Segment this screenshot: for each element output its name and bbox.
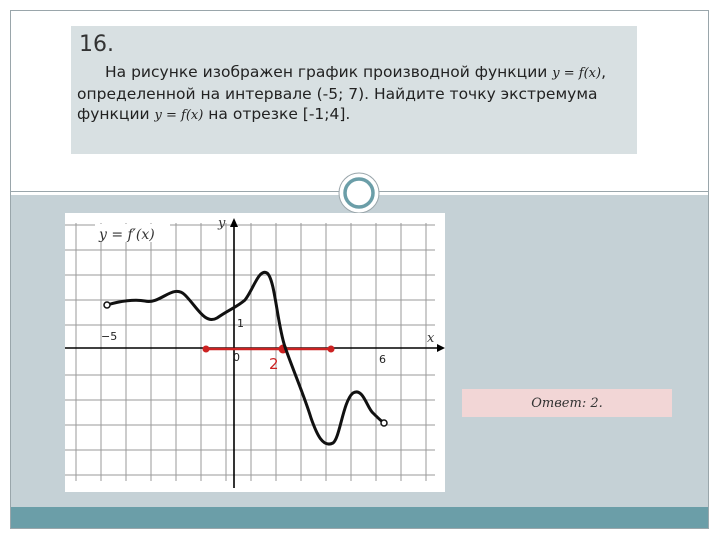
function-notation: y = f(x): [552, 66, 602, 81]
derivative-graph: [65, 213, 445, 492]
problem-panel: [71, 26, 637, 154]
curve-start-open-point: [104, 302, 110, 308]
circle-ornament-icon: [338, 172, 380, 214]
problem-text: [77, 62, 627, 126]
tick-label-6: 6: [379, 353, 386, 366]
tick-label-1: 1: [237, 317, 244, 330]
comma: ,: [601, 63, 607, 81]
curve-end-open-point: [381, 420, 387, 426]
segment-start-point: [203, 346, 210, 353]
graph-svg: [65, 213, 445, 492]
function-label: y = f′(x): [99, 227, 155, 243]
function-notation-2: y = f(x): [154, 108, 204, 123]
derivative-curve: [107, 272, 384, 444]
footer-bar: [11, 507, 708, 528]
answer-box: Ответ: 2.: [462, 389, 672, 417]
x-axis-arrow-icon: [437, 344, 445, 352]
problem-line3b: на отрезке [-1;4].: [203, 105, 351, 123]
x-axis-label: x: [427, 331, 435, 346]
problem-number: 16.: [79, 32, 114, 57]
extremum-label: 2: [269, 355, 279, 373]
segment-end-point: [328, 346, 335, 353]
problem-line3a: функции: [77, 105, 155, 123]
problem-line1: На рисунке изображен график производной функции: [105, 63, 553, 81]
y-axis-label: y: [218, 216, 226, 231]
grid: [65, 223, 435, 481]
tick-label-0: 0: [233, 351, 240, 364]
y-axis-arrow-icon: [230, 218, 238, 227]
problem-line2: определенной на интервале (-5; 7). Найдите точку экстремума: [77, 85, 598, 103]
tick-label-neg5: −5: [101, 330, 118, 343]
